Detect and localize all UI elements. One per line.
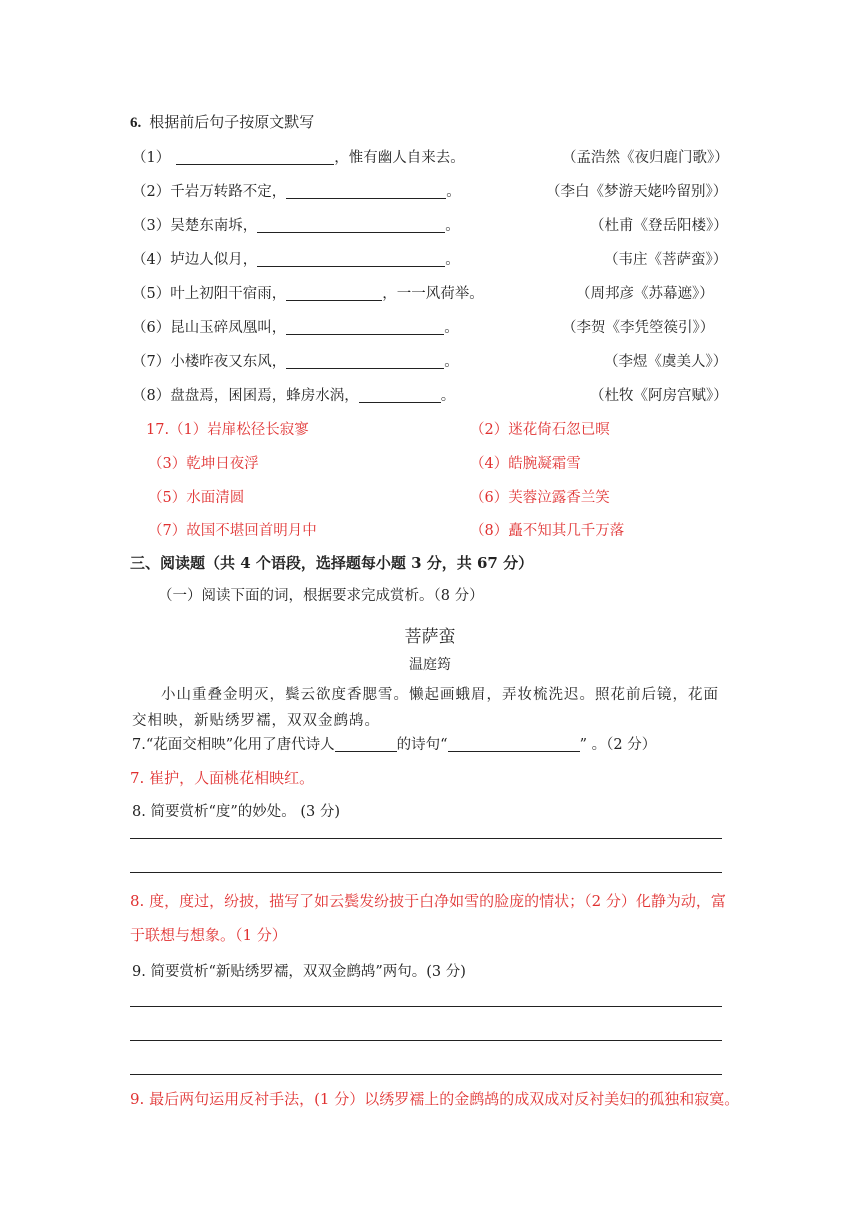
item-number: （2） [132,184,171,200]
item-source: （周邦彦《苏幕遮》） [576,286,714,302]
answer-line[interactable] [130,872,722,873]
answer-17-5: （5）水面清圆 [148,490,245,506]
item-text: 昆山玉碎凤凰叫， [170,320,287,336]
dictation-item-3 [132,214,460,235]
subsection-heading: （一）阅读下面的词，根据要求完成赏析。（8 分） [158,588,484,604]
item-text: 。 [445,252,460,268]
dictation-item-8 [132,384,455,405]
answer-line[interactable] [130,838,722,839]
item-number: （7） [132,354,171,370]
item-text: ，惟有幽人自来去。 [334,150,465,166]
item-text: 盘盘焉，囷囷焉，蜂房水涡， [170,388,359,404]
answer-17-6: （6）芙蓉泣露香兰笑 [470,490,610,506]
answer-17-4: （4）皓腕凝霜雪 [470,456,581,472]
fill-blank[interactable] [286,318,444,335]
answer-7: 7. 崔护，人面桃花相映红。 [130,769,315,787]
question-number: 6. [130,115,142,131]
answer-17-7: （7）故国不堪回首明月中 [148,523,317,539]
fill-blank[interactable] [335,735,397,752]
question-text: 7.“花面交相映”化用了唐代诗人 [132,737,335,753]
item-text: 垆边人似月， [170,252,258,268]
question-text: 的诗句“ [396,737,448,753]
poem-text: 小山重叠金明灭，鬓云欲度香腮雪。懒起画蛾眉，弄妆梳洗迟。照花前后镜，花面交相映，新贴绣罗襦，双双金鹧鸪。 [132,687,719,729]
item-text: ，一一风荷举。 [382,286,484,302]
item-number: （1） [132,150,171,166]
question-6-heading [130,111,314,132]
item-text: 。 [444,354,459,370]
answer-17-8: （8）矗不知其几千万落 [470,523,625,539]
item-text: 叶上初阳干宿雨， [170,286,287,302]
question-title: 根据前后句子按原文默写 [149,113,315,131]
answer-9: 9. 最后两句运用反衬手法，(1 分）以绣罗襦上的金鹧鸪的成双成对反衬美妇的孤独和寂寞。 [130,1090,740,1108]
poem-author: 温庭筠 [409,657,451,673]
item-source: （李煜《虞美人》） [604,354,728,370]
item-text: 千岩万转路不定， [170,184,287,200]
poem-title: 菩萨蛮 [404,627,456,647]
item-number: （3） [132,218,171,234]
fill-blank[interactable] [286,352,444,369]
item-source: （韦庄《菩萨蛮》） [604,252,728,268]
dictation-item-5 [132,282,484,303]
item-number: （4） [132,252,171,268]
answer-17-1: 17.（1）岩扉松径长寂寥 [146,422,309,438]
question-8: 8. 简要赏析“度”的妙处。 (3 分) [132,804,341,820]
fill-blank[interactable] [359,386,441,403]
item-source: （李白《梦游天姥吟留别》） [546,184,728,200]
item-text: 吴楚东南坼， [170,218,258,234]
answer-17-3: （3）乾坤日夜浮 [148,456,259,472]
answer-8: 8. 度，度过，纷披，描写了如云鬓发纷披于白净如雪的脸庞的情状；（2 分）化静为动，富于联想与想象。（1 分） [130,892,726,944]
item-text: 。 [440,388,456,404]
answer-17-2: （2）迷花倚石忽已暝 [470,422,610,438]
item-text: 。 [446,184,461,200]
item-text: 。 [445,218,460,234]
answer-line[interactable] [130,1040,722,1041]
fill-blank[interactable] [257,250,445,267]
fill-blank[interactable] [257,216,445,233]
question-text: ” 。（2 分） [579,737,657,753]
dictation-item-2 [132,180,461,201]
item-source: （杜甫《登岳阳楼》） [590,218,728,234]
item-source: （孟浩然《夜归鹿门歌》） [562,150,729,166]
item-number: （6） [132,320,171,336]
question-7 [132,733,656,754]
fill-blank[interactable] [448,735,580,752]
dictation-item-4 [132,248,460,269]
item-number: （5） [132,286,171,302]
answer-line[interactable] [130,1074,722,1075]
dictation-item-1 [132,146,465,167]
item-source: （李贺《李凭箜篌引》） [562,320,715,336]
question-9: 9. 简要赏析“新贴绣罗襦，双双金鹧鸪”两句。(3 分) [132,964,466,980]
item-number: （8） [132,388,171,404]
item-text: 。 [444,320,459,336]
fill-blank[interactable] [286,182,446,199]
item-text: 小楼昨夜又东风， [170,354,287,370]
fill-blank[interactable] [286,284,382,301]
dictation-item-6 [132,316,459,337]
fill-blank[interactable] [176,148,334,165]
answer-line[interactable] [130,1006,722,1007]
section-heading: 三、阅读题（共 4 个语段，选择题每小题 3 分，共 67 分） [130,554,534,572]
item-source: （杜牧《阿房宫赋》） [590,388,728,404]
dictation-item-7 [132,350,459,371]
